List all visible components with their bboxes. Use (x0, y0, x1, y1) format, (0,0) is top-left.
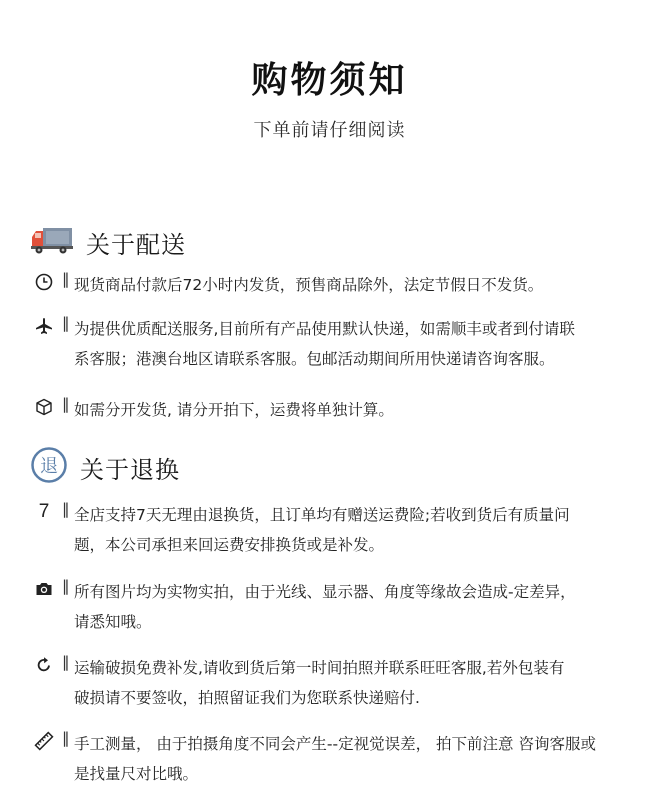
item-text-line: 现货商品付款后72小时内发货，预售商品除外，法定节假日不发货。 (74, 276, 544, 294)
return-badge-char: 退 (40, 456, 58, 477)
refresh-icon (34, 655, 54, 675)
item-text-line: 手工测量， 由于拍摄角度不同会产生--定视觉误差， 拍下前注意 咨询客服或 (74, 735, 596, 753)
package-icon (34, 397, 54, 417)
item-separator: ‖ (62, 729, 70, 747)
item-separator: ‖ (62, 314, 70, 332)
item-separator: ‖ (62, 395, 70, 413)
item-text-line: 题，本公司承担来回运费安排换货或是补发。 (74, 536, 385, 554)
item-separator: ‖ (62, 577, 70, 595)
item-text-line: 如需分开发货, 请分开拍下，运费将单独计算。 (74, 401, 394, 419)
item-text-line: 是找量尺对比哦。 (74, 765, 199, 783)
shipping-heading: 关于配送 (86, 230, 186, 259)
return-badge-icon (30, 446, 68, 488)
page-subtitle: 下单前请仔细阅读 (253, 120, 406, 141)
returns-section-header (30, 447, 180, 487)
item-text-line: 为提供优质配送服务,目前所有产品使用默认快递，如需顺丰或者到付请联 (74, 320, 575, 338)
camera-icon (34, 579, 54, 599)
item-text-line: 请悉知哦。 (74, 613, 152, 631)
truck-icon (30, 225, 74, 259)
ruler-icon (34, 731, 54, 751)
item-text-line: 所有图片均为实物实拍，由于光线、显示器、角度等缘故会造成-定差异， (74, 583, 576, 601)
item-text-line: 破损请不要签收，拍照留证我们为您联系快递赔付. (74, 689, 420, 707)
seven-glyph: 7 (38, 501, 50, 522)
seven-icon (34, 502, 54, 522)
shipping-section-header (30, 222, 186, 262)
item-separator: ‖ (62, 653, 70, 671)
airplane-icon (34, 316, 54, 336)
returns-heading: 关于退换 (80, 455, 180, 484)
clock-icon (34, 272, 54, 292)
page-title: 购物须知 (251, 60, 408, 101)
item-separator: ‖ (62, 270, 70, 288)
item-text-line: 运输破损免费补发,请收到货后第一时间拍照并联系旺旺客服,若外包装有 (74, 659, 565, 677)
item-text-line: 全店支持7天无理由退换货，且订单均有赠送运费险;若收到货后有质量问 (74, 506, 570, 524)
item-text-line: 系客服；港澳台地区请联系客服。包邮活动期间所用快递请咨询客服。 (74, 350, 555, 368)
item-separator: ‖ (62, 500, 70, 518)
